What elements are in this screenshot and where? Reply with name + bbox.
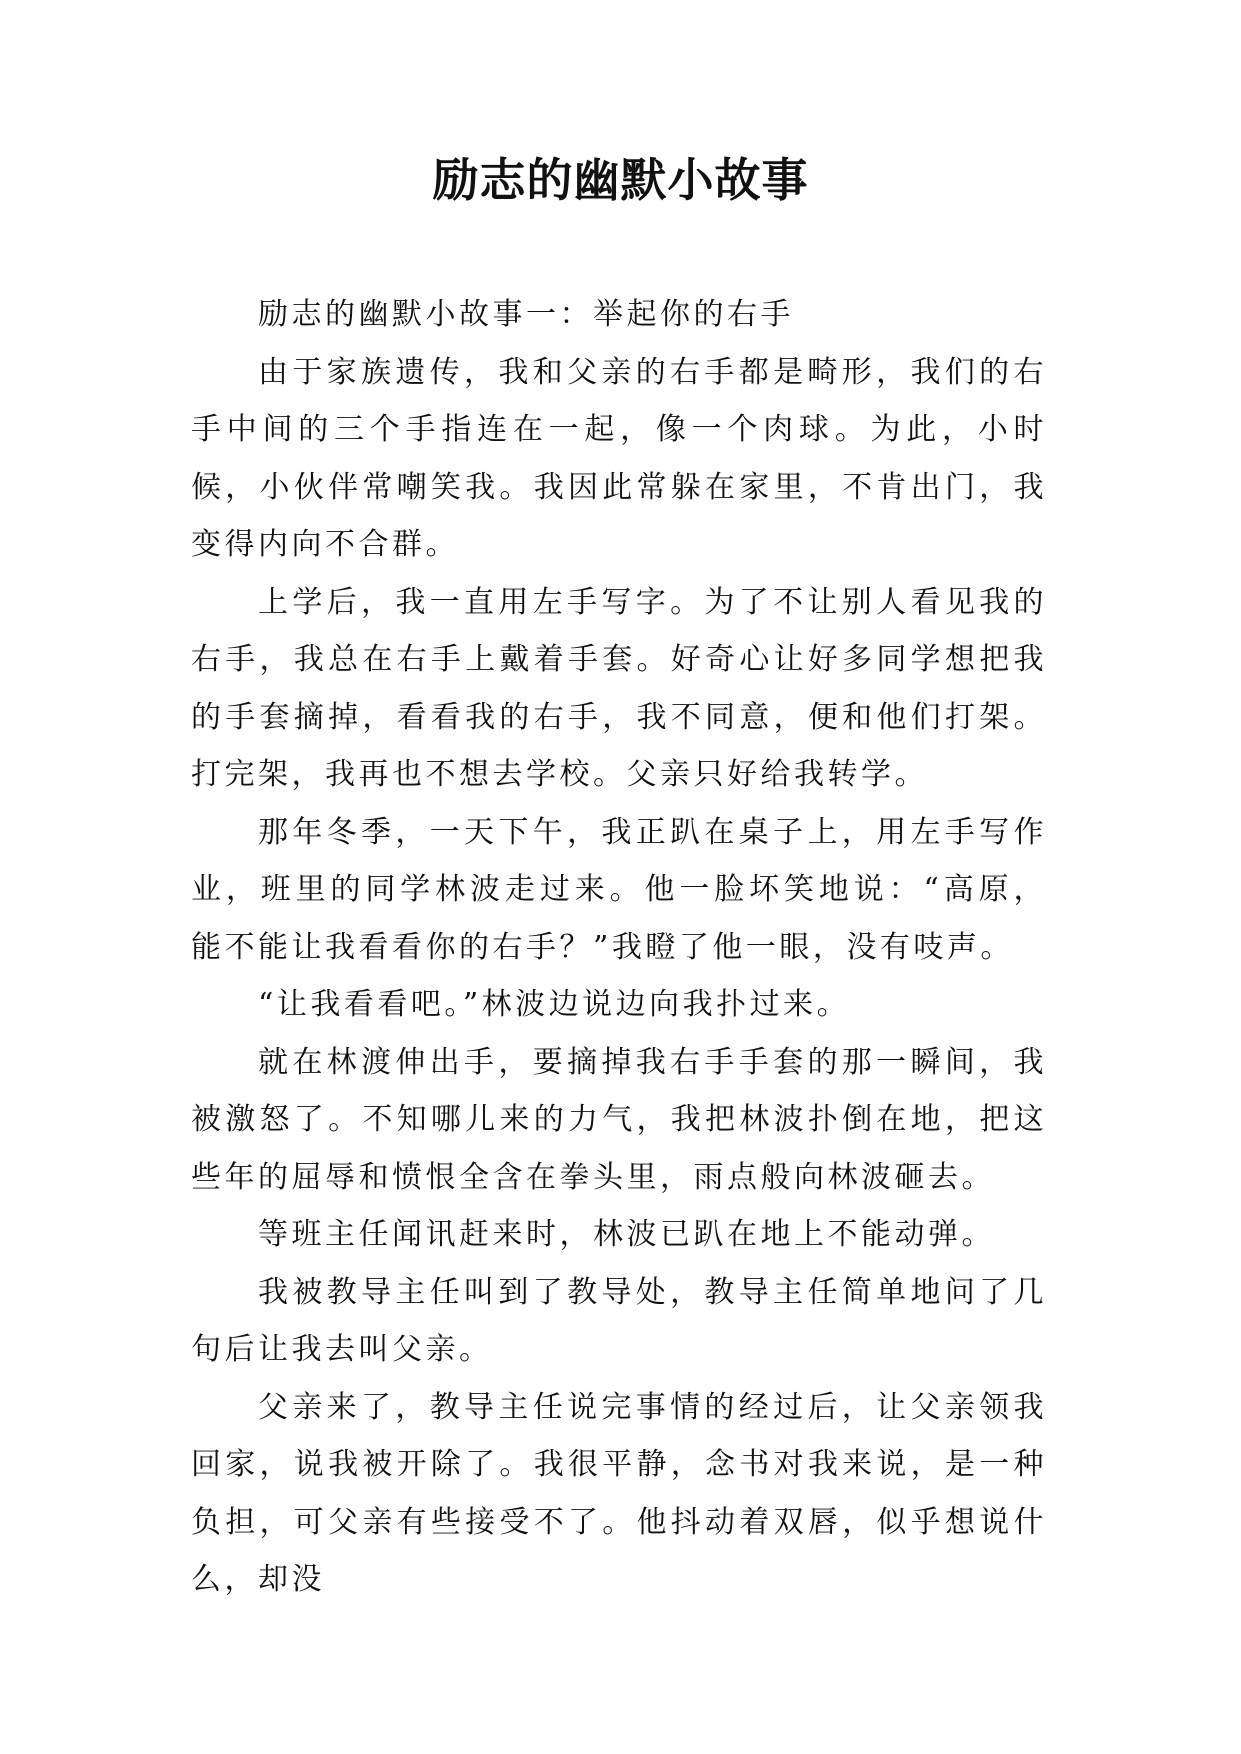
paragraph-subtitle: 励志的幽默小故事一：举起你的右手 (258, 297, 794, 332)
paragraph: 就在林渡伸出手，要摘掉我右手手套的那一瞬间，我被激怒了。不知哪儿来的力气，我把林波扑倒在地，把这些年的屈辱和愤恨全含在拳头里，雨点般向林波砸去。 (191, 1044, 1047, 1195)
paragraph: 上学后，我一直用左手写字。为了不让别人看见我的右手，我总在右手上戴着手套。好奇心让好多同学想把我的手套摘掉，看看我的右手，我不同意，便和他们打架。打完架，我再也不想去学校。父亲只好给我转学。 (191, 584, 1047, 792)
paragraph: 那年冬季，一天下午，我正趴在桌子上，用左手写作业，班里的同学林波走过来。他一脸坏笑地说：“高原，能不能让我看看你的右手？”我瞪了他一眼，没有吱声。 (191, 814, 1047, 965)
document-title: 励志的幽默小故事 (432, 153, 809, 207)
paragraph: 我被教导主任叫到了教导处，教导主任简单地问了几句后让我去叫父亲。 (191, 1274, 1047, 1367)
paragraph: 等班主任闻讯赶来时，林波已趴在地上不能动弹。 (258, 1217, 995, 1252)
document-body (191, 286, 1047, 1609)
paragraph: “让我看看吧。”林波边说边向我扑过来。 (258, 987, 851, 1022)
paragraph: 由于家族遗传，我和父亲的右手都是畸形，我们的右手中间的三个手指连在一起，像一个肉球。为此，小时候，小伙伴常嘲笑我。我因此常躲在家里，不肯出门，我变得内向不合群。 (191, 354, 1047, 562)
paragraph: 父亲来了，教导主任说完事情的经过后，让父亲领我回家，说我被开除了。我很平静，念书对我来说，是一种负担，可父亲有些接受不了。他抖动着双唇，似乎想说什么，却没 (191, 1389, 1047, 1597)
